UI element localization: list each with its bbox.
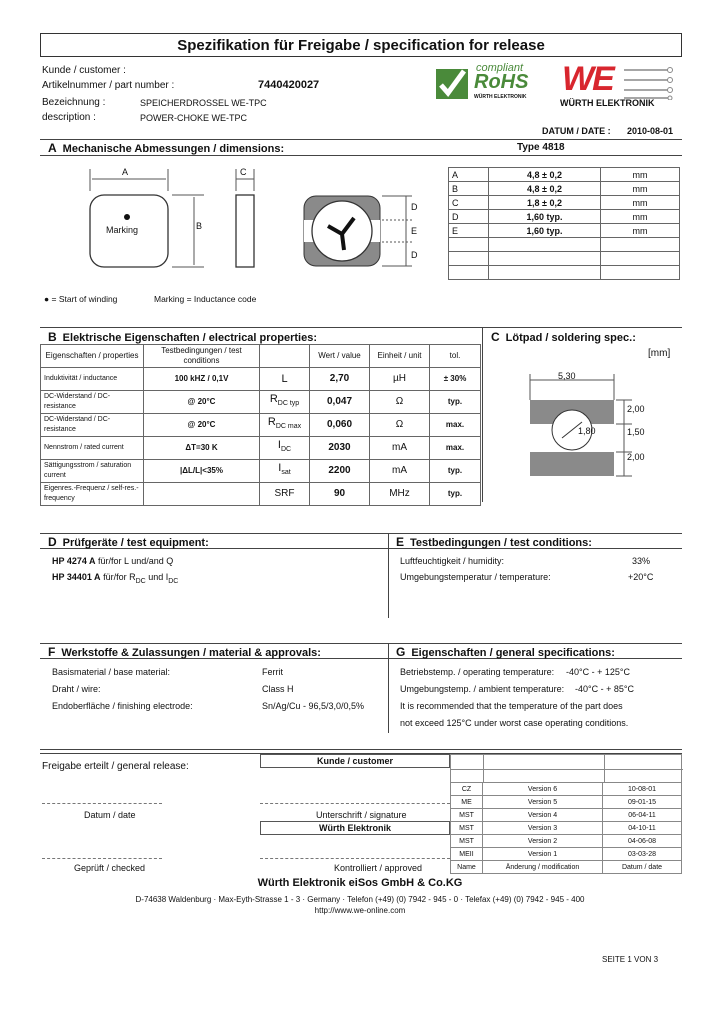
rohs-logo — [434, 63, 549, 103]
footer-company: Würth Elektronik eiSos GmbH & Co.KG — [257, 877, 463, 889]
we-box: Würth Elektronik — [260, 821, 450, 835]
side-view-drawing — [228, 165, 268, 275]
signature-label: Unterschrift / signature — [316, 810, 407, 820]
soldering-unit: [mm] — [648, 348, 671, 359]
table-row: MST Version 2 04-06-08 — [451, 835, 682, 848]
description-label: description : — [42, 112, 96, 123]
dim-label-d2: D — [411, 250, 418, 260]
operating-temp-label: Betriebstemp. / operating temperature: — [400, 667, 555, 677]
table-row: DC-Widerstand / DC-resistance @ 20°C $R_{DC typ}$ 0,047 Ω typ. — [41, 391, 481, 414]
wire-label: Draht / wire: — [52, 684, 101, 694]
wire-value: Class H — [262, 684, 294, 694]
dim-label-c: C — [240, 167, 247, 177]
dimension-table — [448, 167, 680, 280]
legend-start-winding: ● = Start of winding — [44, 294, 118, 304]
table-row: C 1,8 ± 0,2 mm — [449, 196, 680, 210]
soldering-pad-drawing — [520, 372, 680, 482]
section-a-title: A Mechanische Abmessungen / dimensions: — [48, 141, 285, 155]
date-label: DATUM / DATE : — [542, 126, 611, 136]
pad-mid: 1,50 — [627, 427, 645, 437]
humidity-value: 33% — [632, 556, 651, 566]
table-row: A 4,8 ± 0,2 mm — [449, 168, 680, 182]
pad-bottom: 2,00 — [627, 452, 645, 462]
electrode-value: Sn/Ag/Cu - 96,5/3,0/0,5% — [262, 701, 365, 711]
designation-label: Bezeichnung : — [42, 97, 106, 108]
temperature-value: +20°C — [628, 572, 654, 582]
temp-note-2: not exceed 125°C under worst case operating conditions. — [400, 718, 629, 728]
customer-box: Kunde / customer — [260, 754, 450, 768]
pad-top: 2,00 — [627, 404, 645, 414]
marking-label: Marking — [106, 225, 139, 235]
footer-address: D-74638 Waldenburg · Max-Eyth-Strasse 1 - 3 · Germany · Telefon (+49) (0) 7942 - 945 - 0 · Telefax (+49) (0) 7942 - 945 - 400 — [135, 895, 585, 904]
table-row: E 1,60 typ. mm — [449, 224, 680, 238]
table-row: MST Version 4 06-04-11 — [451, 809, 682, 822]
page-number: SEITE 1 VON 3 — [602, 955, 659, 964]
document-title: Spezifikation für Freigabe / specification for release — [40, 33, 682, 57]
dim-label-d1: D — [411, 202, 418, 212]
table-row: MEII Version 1 03-03-28 — [451, 848, 682, 861]
electrode-label: Endoberfläche / finishing electrode: — [52, 701, 193, 711]
pad-diameter: 1,80 — [578, 426, 596, 436]
revision-table — [450, 782, 682, 874]
we-brand: WÜRTH ELEKTRONIK — [560, 98, 655, 108]
ambient-temp-label: Umgebungstemp. / ambient temperature: — [400, 684, 565, 694]
circuit-lines-icon — [624, 66, 674, 100]
rohs-sub: WÜRTH ELEKTRONIK — [474, 94, 527, 100]
test-equipment-2: HP 34401 A für/for $R_{DC}$ und $I_{DC}$ — [52, 572, 179, 585]
table-row: Nennstrom / rated current ΔT=30 K $I_{DC}$ 2030 mA max. — [41, 437, 481, 460]
table-row — [449, 238, 680, 252]
table-row: Induktivität / inductance 100 kHZ / 0,1V L 2,70 µH ± 30% — [41, 368, 481, 391]
release-label: Freigabe erteilt / general release: — [42, 761, 189, 772]
part-number: 7440420027 — [258, 79, 320, 91]
top-view-drawing — [80, 165, 210, 275]
test-equipment-1: HP 4274 A für/for L und/and Q — [52, 556, 174, 566]
description: POWER-CHOKE WE-TPC — [140, 113, 247, 123]
ambient-temp-value: -40°C - + 85°C — [575, 684, 634, 694]
table-row: DC-Widerstand / DC-resistance @ 20°C $R_{DC max}$ 0,060 Ω max. — [41, 414, 481, 437]
pad-width: 5,30 — [558, 371, 576, 381]
table-row: Name Änderung / modification Datum / date — [451, 861, 682, 874]
dim-label-e: E — [411, 226, 418, 236]
operating-temp-value: -40°C - + 125°C — [566, 667, 630, 677]
legend-marking: Marking = Inductance code — [154, 294, 257, 304]
type-label: Type 4818 — [517, 142, 565, 153]
approved-label: Kontrolliert / approved — [334, 863, 423, 873]
section-d-title: D Prüfgeräte / test equipment: — [48, 535, 209, 549]
footer-web: http://www.we-online.com — [314, 906, 406, 915]
table-row: CZ Version 6 10-08-01 — [451, 783, 682, 796]
section-c-title: C Lötpad / soldering spec.: — [491, 330, 636, 344]
table-row: Sättigungsstrom / saturation current |ΔL/L|<35% $I_{sat}$ 2200 mA typ. — [41, 460, 481, 483]
rohs-text: RoHS — [474, 71, 529, 93]
part-number-label: Artikelnummer / part number : — [42, 80, 175, 91]
table-row: Eigenres.-Frequenz / self-res.-frequency SRF 90 MHz typ. — [41, 483, 481, 506]
base-material-value: Ferrit — [262, 667, 283, 677]
designation: SPEICHERDROSSEL WE-TPC — [140, 98, 267, 108]
section-g-title: G Eigenschaften / general specifications: — [396, 645, 615, 659]
dim-label-a: A — [122, 167, 129, 177]
section-e-title: E Testbedingungen / test conditions: — [396, 535, 592, 549]
we-logo-text: WE — [562, 60, 613, 98]
section-b-title: B Elektrische Eigenschaften / electrical properties: — [48, 330, 317, 344]
date-sign-label: Datum / date — [84, 810, 136, 820]
revision-table-top — [450, 754, 682, 782]
table-row — [449, 266, 680, 280]
table-row: ME Version 5 09-01-15 — [451, 796, 682, 809]
electrical-table — [40, 344, 481, 506]
dim-label-b: B — [196, 221, 203, 231]
temp-note-1: It is recommended that the temperature of the part does — [400, 701, 623, 711]
date-value: 2010-08-01 — [627, 126, 674, 136]
table-row: D 1,60 typ. mm — [449, 210, 680, 224]
humidity-label: Luftfeuchtigkeit / humidity: — [400, 556, 505, 566]
table-row: B 4,8 ± 0,2 mm — [449, 182, 680, 196]
rohs-compliant: compliant — [476, 62, 524, 74]
customer-label: Kunde / customer : — [42, 65, 126, 76]
we-logo — [558, 62, 678, 106]
base-material-label: Basismaterial / base material: — [52, 667, 171, 677]
section-f-title: F Werkstoffe & Zulassungen / material & approvals: — [48, 645, 321, 659]
temperature-label: Umgebungstemperatur / temperature: — [400, 572, 551, 582]
checked-label: Geprüft / checked — [74, 863, 146, 873]
table-row: Eigenschaften / properties Testbedingungen / test conditions Wert / value Einheit / unit tol. — [41, 345, 481, 368]
table-row: MST Version 3 04-10-11 — [451, 822, 682, 835]
bottom-view-drawing — [298, 190, 418, 272]
table-row — [449, 252, 680, 266]
